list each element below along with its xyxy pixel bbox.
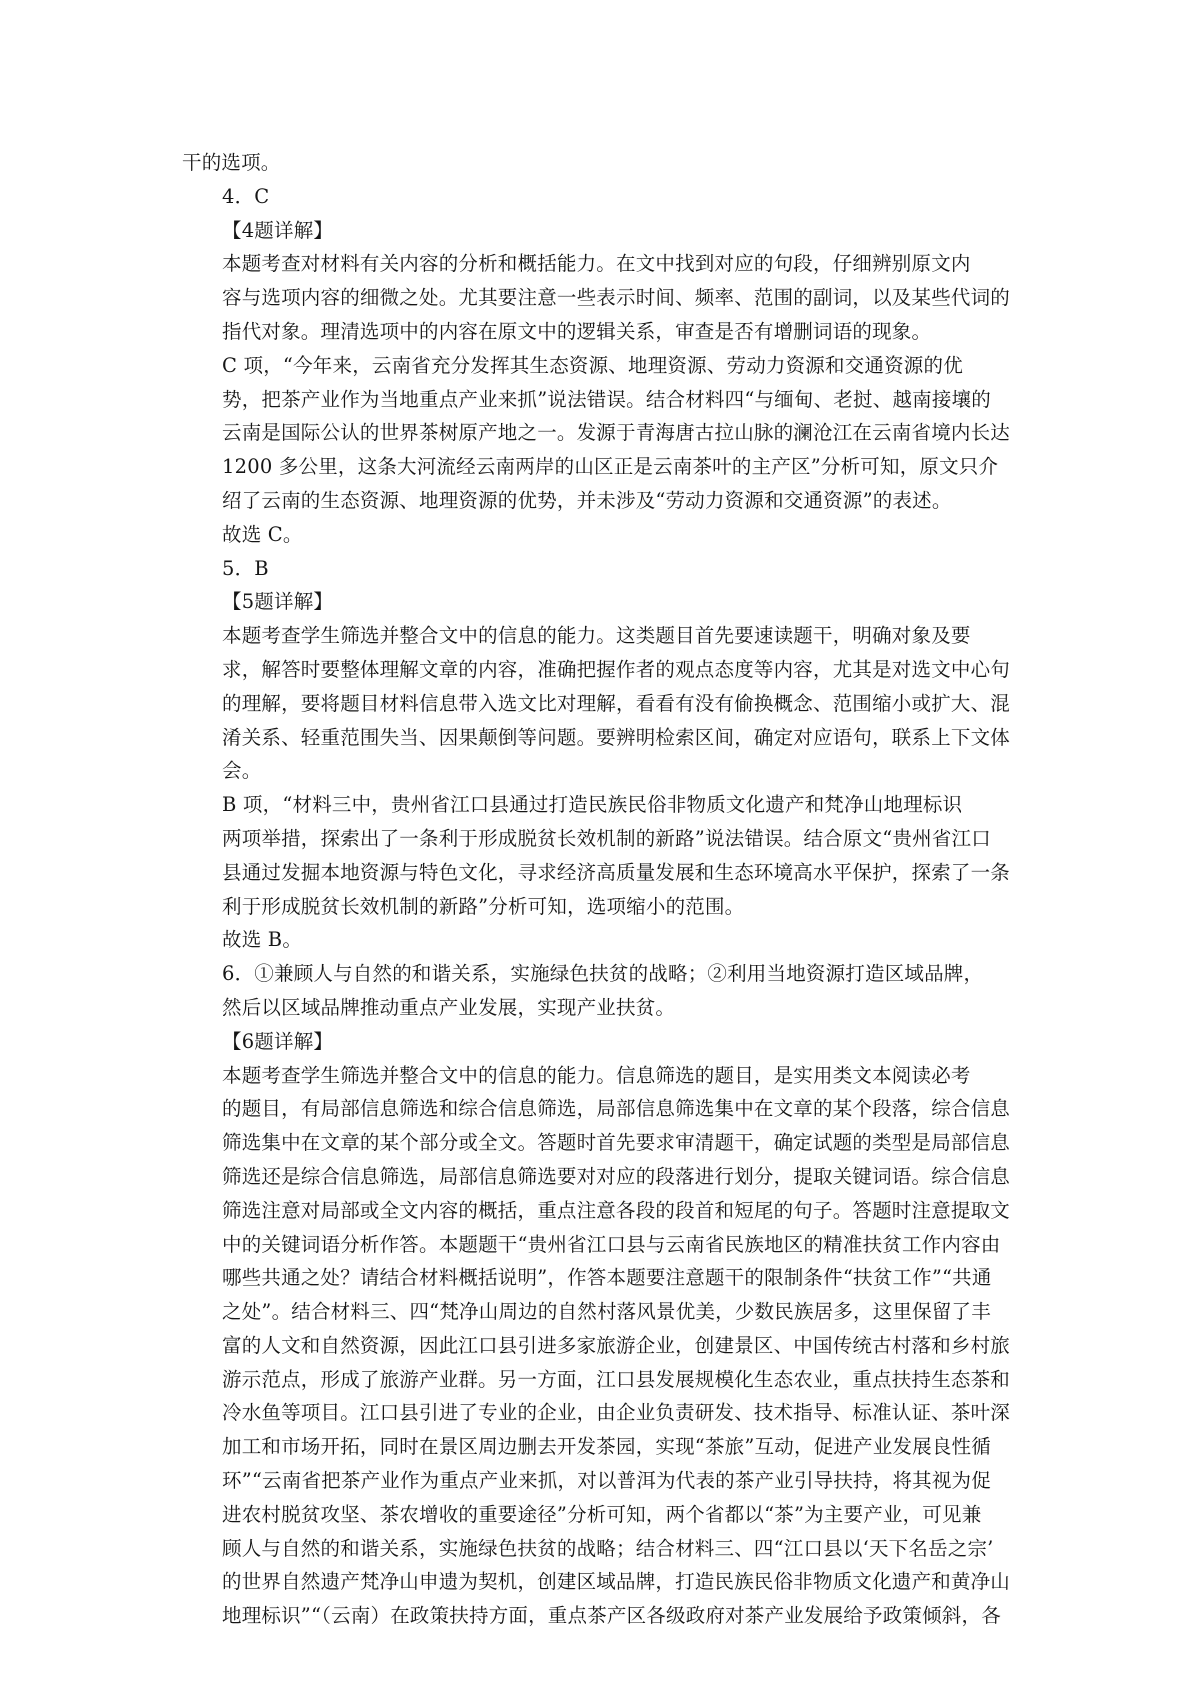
text-line: 容与选项内容的细微之处。尤其要注意一些表示时间、频率、范围的副词，以及某些代词的 <box>222 286 1011 310</box>
text-line: 的题目，有局部信息筛选和综合信息筛选，局部信息筛选集中在文章的某个段落，综合信息 <box>222 1097 1011 1121</box>
paragraph <box>182 788 1024 923</box>
text-line: 故选 C。 <box>222 522 303 546</box>
text-line: 本题考查学生筛选并整合文中的信息的能力。这类题目首先要速读题干，明确对象及要 <box>222 624 971 648</box>
text-line: 故选 B。 <box>222 928 303 952</box>
answer-5 <box>182 552 1024 586</box>
section-heading-4 <box>182 214 1024 248</box>
text-line: C 项，“今年来，云南省充分发挥其生态资源、地理资源、劳动力资源和交通资源的优 <box>222 353 963 377</box>
text-line: 的理解，要将题目材料信息带入选文比对理解，看看有没有偷换概念、范围缩小或扩大、混 <box>222 691 1011 715</box>
text-line: 筛选还是综合信息筛选，局部信息筛选要对对应的段落进行划分，提取关键词语。综合信息 <box>222 1164 1011 1188</box>
text-line: 5．B <box>222 556 269 580</box>
text-line: 势，把茶产业作为当地重点产业来抓”说法错误。结合材料四“与缅甸、老挝、越南接壤的 <box>222 387 991 411</box>
text-line: 的世界自然遗产梵净山申遗为契机，创建区域品牌，打造民族民俗非物质文化遗产和黄净山 <box>222 1570 1011 1594</box>
text-line: 冷水鱼等项目。江口县引进了专业的企业，由企业负责研发、技术指导、标准认证、茶叶深 <box>222 1401 1011 1425</box>
text-line: 两项举措，探索出了一条利于形成脱贫长效机制的新路”说法错误。结合原文“贵州省江口 <box>222 826 991 850</box>
text-line: 富的人文和自然资源，因此江口县引进多家旅游企业，创建景区、中国传统古村落和乡村旅 <box>222 1333 1011 1357</box>
text-line: 环”“云南省把茶产业作为重点产业来抓，对以普洱为代表的茶产业引导扶持，将其视为促 <box>222 1469 991 1493</box>
text-line: 游示范点，形成了旅游产业群。另一方面，江口县发展规模化生态农业，重点扶持生态茶和 <box>222 1367 1011 1391</box>
text-line: 中的关键词语分析作答。本题题干“贵州省江口县与云南省民族地区的精准扶贫工作内容由 <box>222 1232 1001 1256</box>
conclusion-4 <box>182 518 1024 552</box>
text-line: 云南是国际公认的世界茶树原产地之一。发源于青海唐古拉山脉的澜沧江在云南省境内长达 <box>222 421 1011 445</box>
text-line: 本题考查学生筛选并整合文中的信息的能力。信息筛选的题目，是实用类文本阅读必考 <box>222 1063 971 1087</box>
text-line: 【6题详解】 <box>222 1029 334 1053</box>
paragraph <box>182 247 1024 348</box>
text-line: 淆关系、轻重范围失当、因果颠倒等问题。要辨明检索区间，确定对应语句，联系上下文体 <box>222 725 1011 749</box>
section-heading-5 <box>182 585 1024 619</box>
text-line: B 项，“材料三中，贵州省江口县通过打造民族民俗非物质文化遗产和梵净山地理标识 <box>222 793 963 817</box>
text-line: 之处”。结合材料三、四“梵净山周边的自然村落风景优美，少数民族居多，这里保留了丰 <box>222 1300 991 1324</box>
text-line: 1200 多公里，这条大河流经云南两岸的山区正是云南茶叶的主产区”分析可知，原文只介 <box>222 455 999 479</box>
text-line: 【5题详解】 <box>222 590 334 614</box>
paragraph <box>182 1059 1024 1634</box>
text-line: 指代对象。理清选项中的内容在原文中的逻辑关系，审查是否有增删词语的现象。 <box>222 319 932 343</box>
text-line: 求，解答时要整体理解文章的内容，准确把握作者的观点态度等内容，尤其是对选文中心句 <box>222 657 1011 681</box>
paragraph <box>182 619 1024 788</box>
text-line: 哪些共通之处？请结合材料概括说明”，作答本题要注意题干的限制条件“扶贫工作”“共通 <box>222 1266 992 1290</box>
text-line: 4．C <box>222 184 270 208</box>
text-line: 地理标识”“（云南）在政策扶持方面，重点茶产区各级政府对茶产业发展给予政策倾斜，各 <box>222 1604 1001 1628</box>
text-line: 利于形成脱贫长效机制的新路”分析可知，选项缩小的范围。 <box>222 894 745 918</box>
text-line: 筛选集中在文章的某个部分或全文。答题时首先要求审清题干，确定试题的类型是局部信息 <box>222 1131 1011 1155</box>
answer-4 <box>182 180 1024 214</box>
text-line: 干的选项。 <box>182 151 281 174</box>
paragraph <box>182 146 1024 180</box>
text-line: 6．①兼顾人与自然的和谐关系，实施绿色扶贫的战略；②利用当地资源打造区域品牌， <box>222 962 984 986</box>
conclusion-5 <box>182 923 1024 957</box>
section-heading-6 <box>182 1025 1024 1059</box>
text-line: 进农村脱贫攻坚、茶农增收的重要途径”分析可知，两个省都以“茶”为主要产业，可见兼 <box>222 1502 982 1526</box>
answer-6 <box>182 957 1024 1025</box>
document-page <box>182 146 1024 1633</box>
text-line: 会。 <box>222 759 262 783</box>
text-line: 县通过发掘本地资源与特色文化，寻求经济高质量发展和生态环境高水平保护，探索了一条 <box>222 860 1011 884</box>
text-line: 绍了云南的生态资源、地理资源的优势，并未涉及“劳动力资源和交通资源”的表述。 <box>222 488 952 512</box>
text-line: 【4题详解】 <box>222 218 334 242</box>
text-line: 筛选注意对局部或全文内容的概括，重点注意各段的段首和短尾的句子。答题时注意提取文 <box>222 1198 1011 1222</box>
text-line: 顾人与自然的和谐关系，实施绿色扶贫的战略；结合材料三、四“江口县以‘天下名岳之宗’ <box>222 1536 994 1560</box>
text-line: 加工和市场开拓，同时在景区周边删去开发茶园，实现“茶旅”互动，促进产业发展良性循 <box>222 1435 991 1459</box>
text-line: 然后以区域品牌推动重点产业发展，实现产业扶贫。 <box>222 995 676 1019</box>
text-line: 本题考查对材料有关内容的分析和概括能力。在文中找到对应的句段，仔细辨别原文内 <box>222 252 971 276</box>
paragraph <box>182 349 1024 518</box>
